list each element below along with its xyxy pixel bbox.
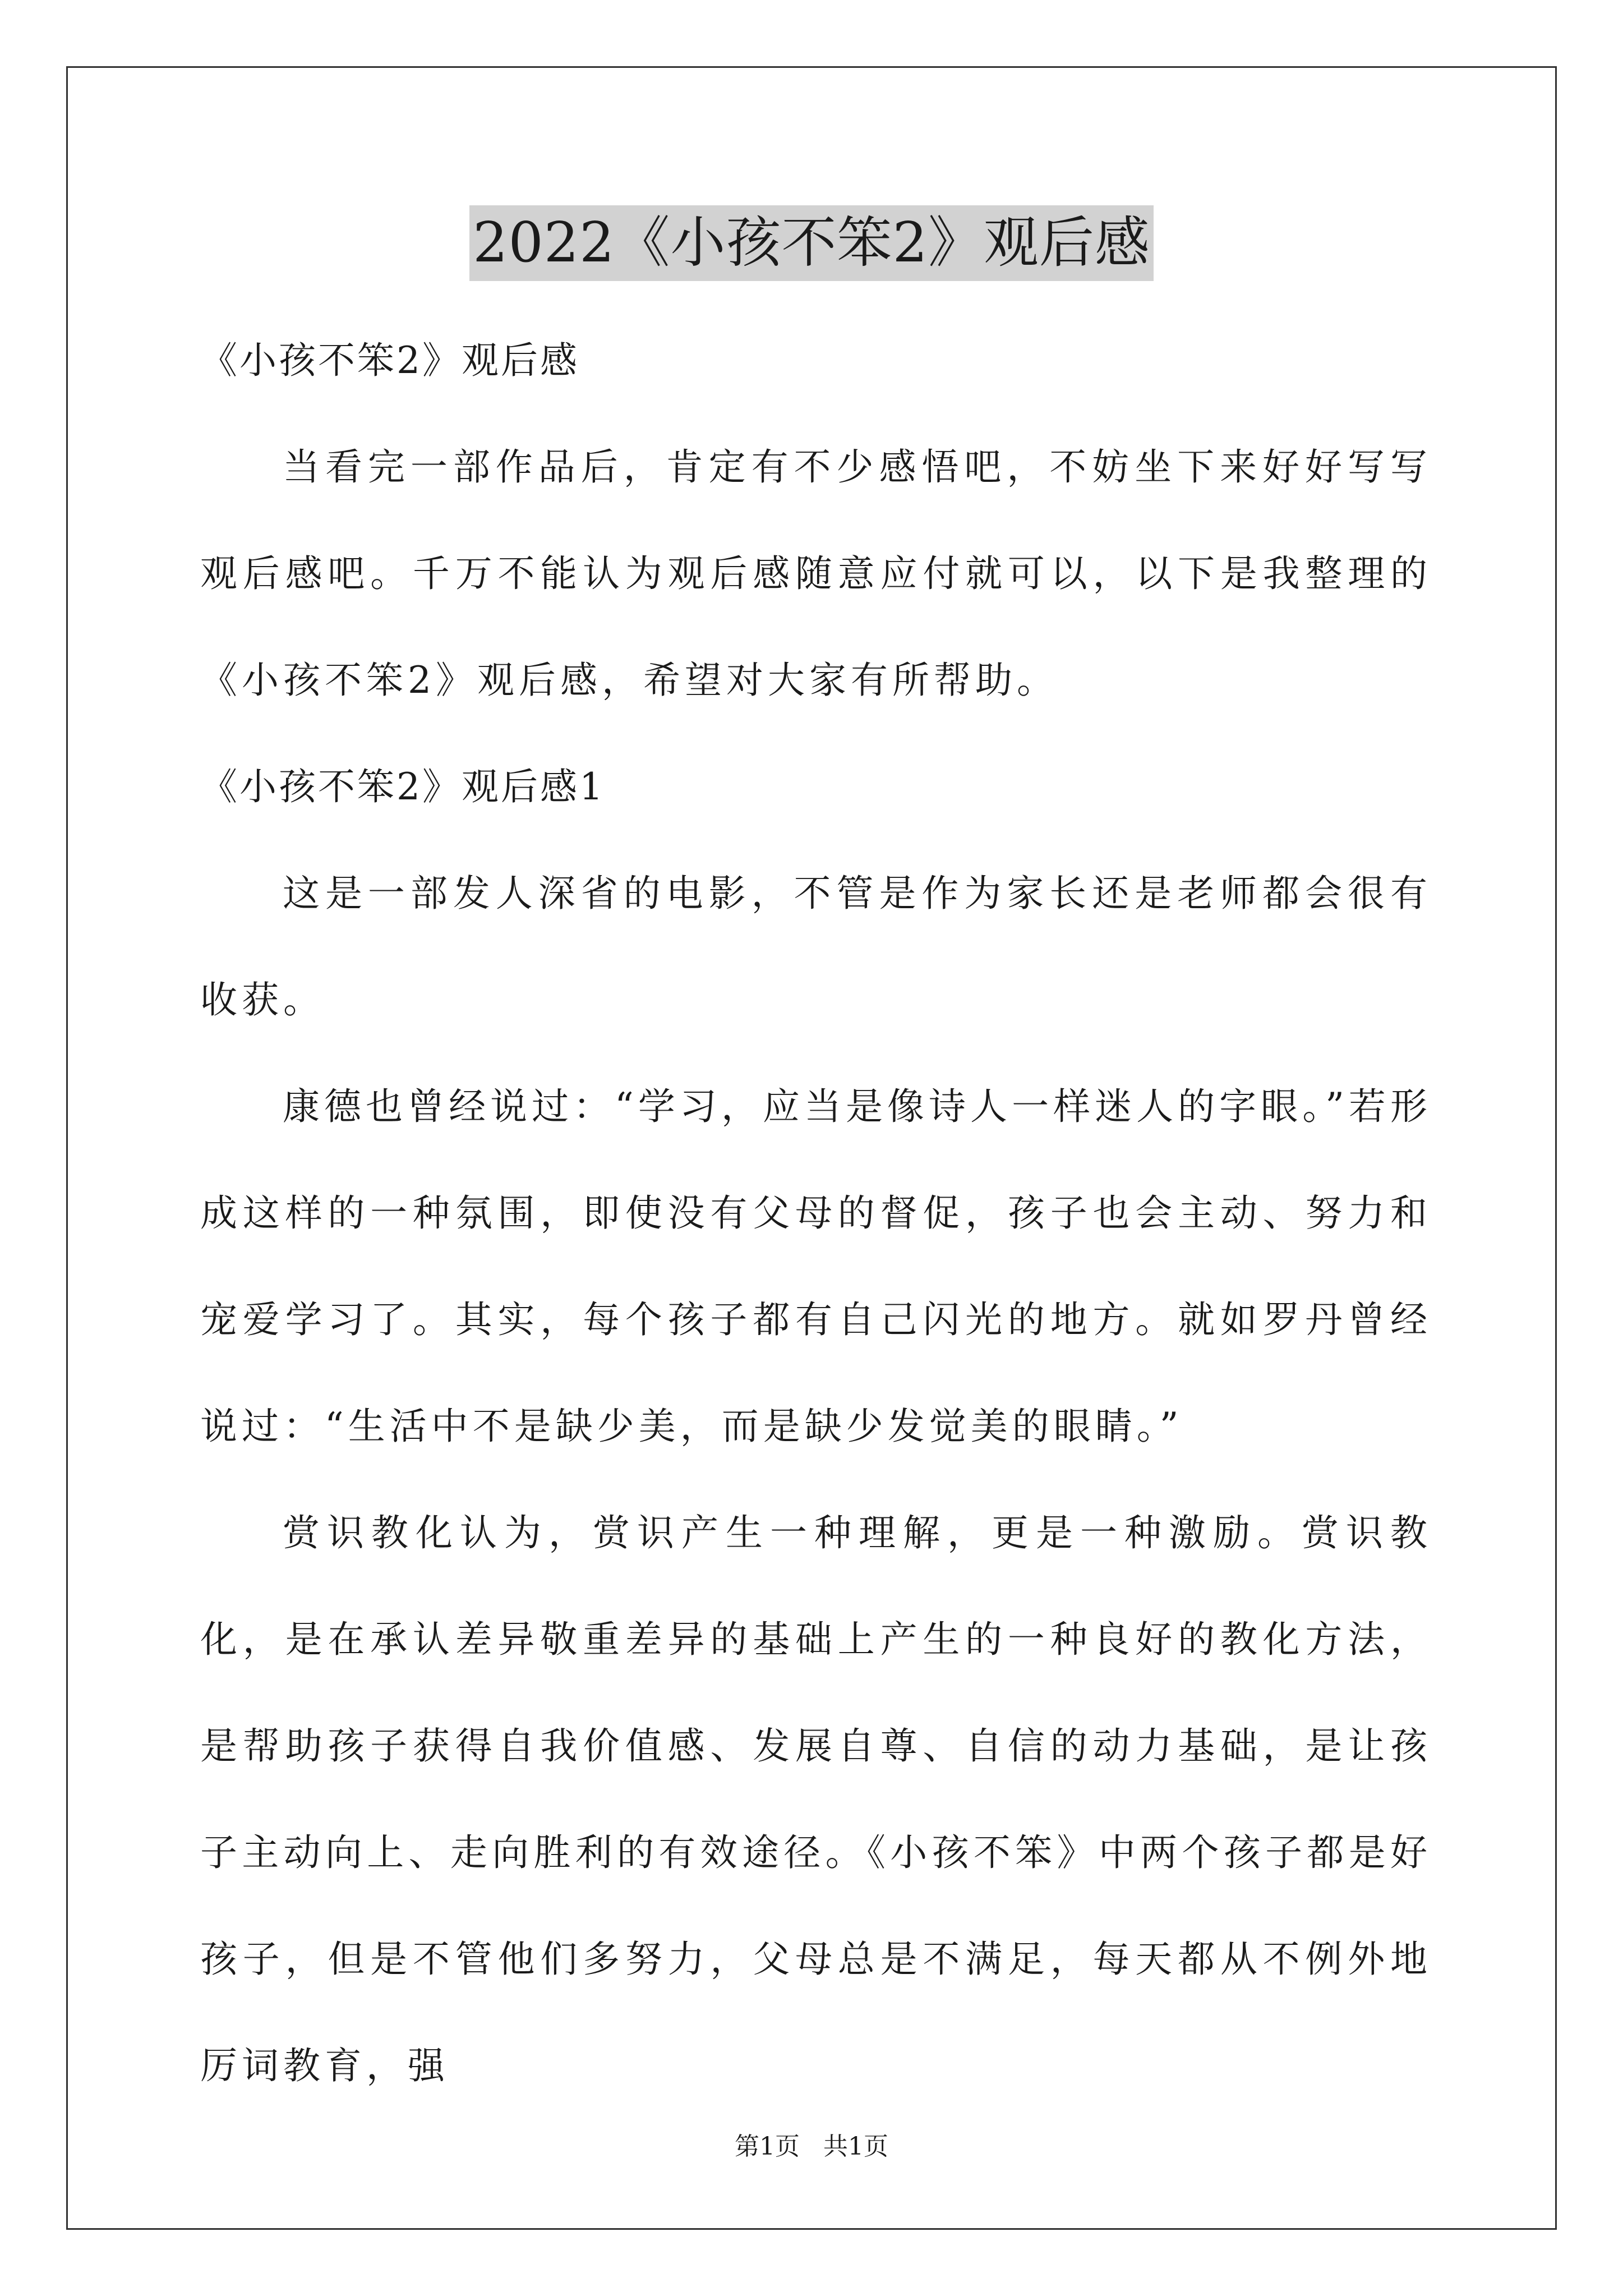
title-container: [0, 205, 1623, 281]
document-title: 2022《小孩不笨2》观后感: [469, 205, 1154, 281]
section-heading: 《小孩不笨2》观后感: [200, 339, 579, 382]
paragraph: 当看完一部作品后，肯定有不少感悟吧，不妨坐下来好好写写观后感吧。千万不能认为观后感随意应付就可以，以下是我整理的《小孩不笨2》观后感，希望对大家有所帮助。: [200, 445, 1432, 702]
page-footer: 第1页 共1页: [735, 2132, 888, 2161]
paragraph: 赏识教化认为，赏识产生一种理解，更是一种激励。赏识教化，是在承认差异敬重差异的基础上产生的一种良好的教化方法，是帮助孩子获得自我价值感、发展自尊、自信的动力基础，是让孩子主动向上、走向胜利的有效途径。《小孩不笨》中两个孩子都是好孩子，但是不管他们多努力，父母总是不满足，每天都从不例外地厉词教育，强: [200, 1511, 1432, 2087]
paragraph: 康德也曾经说过：“学习，应当是像诗人一样迷人的字眼。”若形成这样的一种氛围，即使没有父母的督促，孩子也会主动、努力和宠爱学习了。其实，每个孩子都有自己闪光的地方。就如罗丹曾经说过：“生活中不是缺少美，而是缺少发觉美的眼睛。”: [200, 1085, 1432, 1448]
document-body: [200, 307, 1432, 2119]
section-heading: 《小孩不笨2》观后感1: [200, 765, 605, 808]
paragraph: 这是一部发人深省的电影，不管是作为家长还是老师都会很有收获。: [200, 872, 1432, 1022]
